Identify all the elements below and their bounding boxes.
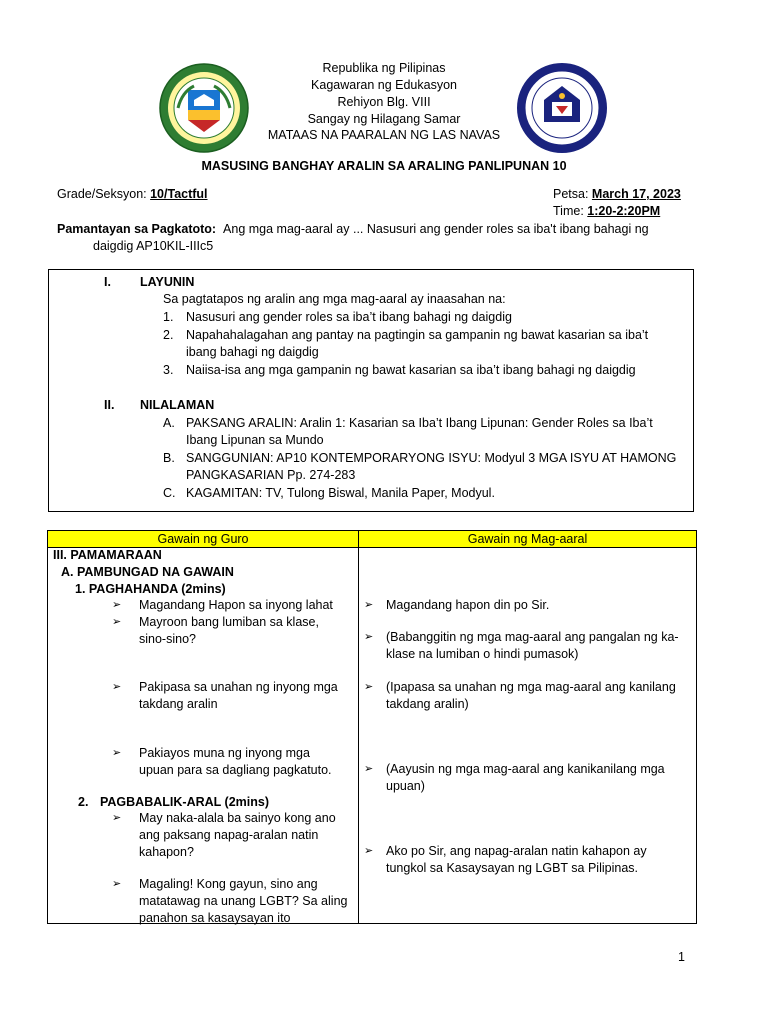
balik-aral-number: 2. (78, 795, 89, 809)
layunin-heading: LAYUNIN (140, 275, 195, 289)
nilalaman-item-b-line-2: PANGKASARIAN Pp. 274-283 (186, 468, 356, 482)
layunin-item-1-num: 1. (163, 310, 174, 324)
magaaral-review-line-1: Ako po Sir, ang napag-aralan natin kahapon ay (386, 844, 647, 858)
header-line-sangay: Sangay ng Hilagang Samar (307, 112, 461, 126)
guro-question-line-1: Magaling! Kong gayun, sino ang (139, 877, 318, 891)
date-field (553, 186, 681, 203)
bullet-arrow-icon: ➢ (112, 681, 122, 693)
pambungad-heading: A. PAMBUNGAD NA GAWAIN (61, 565, 234, 579)
paghahanda-heading: 1. PAGHAHANDA (2mins) (75, 582, 226, 596)
nilalaman-number: II. (104, 398, 115, 412)
nilalaman-heading: NILALAMAN (140, 398, 215, 412)
time-field (553, 203, 660, 220)
magaaral-greeting: Magandang hapon din po Sir. (386, 598, 550, 612)
bullet-arrow-icon: ➢ (112, 599, 122, 611)
col-header-magaaral: Gawain ng Mag-aaral (467, 532, 588, 546)
bullet-arrow-icon: ➢ (364, 599, 374, 611)
layunin-item-3: Naiisa-isa ang mga gampanin ng bawat kasarian sa iba’t ibang bahagi ng daigdig (186, 363, 636, 377)
nilalaman-item-a-num: A. (163, 416, 175, 430)
grade-label: Grade/Seksyon: (57, 187, 151, 201)
column-divider (358, 531, 359, 923)
nilalaman-item-b-num: B. (163, 451, 175, 465)
bullet-arrow-icon: ➢ (364, 845, 374, 857)
nilalaman-item-c: KAGAMITAN: TV, Tulong Biswal, Manila Paper, Modyul. (186, 486, 495, 500)
grade-value: 10/Tactful (150, 187, 208, 201)
bullet-arrow-icon: ➢ (112, 616, 122, 628)
layunin-item-2-num: 2. (163, 328, 174, 342)
guro-homework-line-2: takdang aralin (139, 697, 218, 711)
bullet-arrow-icon: ➢ (364, 681, 374, 693)
time-value: 1:20-2:20PM (587, 204, 661, 218)
layunin-item-2-line-1: Napahahalagahan ang pantay na pagtingin sa gampanin ng bawat kasarian sa iba’t (186, 328, 649, 342)
magaaral-review-line-2: tungkol sa Kasaysayan ng LGBT sa Pilipinas. (386, 861, 638, 875)
standard-label: Pamantayan sa Pagkatoto: (57, 222, 217, 236)
guro-attendance-line-1: Mayroon bang lumiban sa klase, (139, 615, 319, 629)
page-number: 1 (678, 950, 685, 964)
guro-attendance-line-2: sino-sino? (139, 632, 196, 646)
guro-review-line-2: ang paksang napag-aralan natin (139, 828, 319, 842)
nilalaman-item-a-line-1: PAKSANG ARALIN: Aralin 1: Kasarian sa Iba’t Ibang Lipunan: Gender Roles sa Iba’t (186, 416, 653, 430)
guro-chairs-line-2: upuan para sa dagliang pagkatuto. (139, 763, 332, 777)
bullet-arrow-icon: ➢ (112, 878, 122, 890)
magaaral-chairs-line-1: (Aayusin ng mga mag-aaral ang kanikanilang mga (386, 762, 665, 776)
layunin-number: I. (104, 275, 111, 289)
guro-question-line-2: matatawag na unang LGBT? Sa aling (139, 894, 348, 908)
document-title: MASUSING BANGHAY ARALIN SA ARALING PANLIPUNAN 10 (201, 159, 567, 173)
bullet-arrow-icon: ➢ (112, 812, 122, 824)
magaaral-homework-line-1: (Ipapasa sa unahan ng mga mag-aaral ang kanilang (386, 680, 676, 694)
layunin-item-3-num: 3. (163, 363, 174, 377)
standard-text-2: daigdig AP10KIL-IIIc5 (93, 239, 214, 253)
bullet-arrow-icon: ➢ (364, 763, 374, 775)
magaaral-attendance-line-2: klase na lumiban o hindi pumasok) (386, 647, 579, 661)
guro-chairs-line-1: Pakiayos muna ng inyong mga (139, 746, 310, 760)
bullet-arrow-icon: ➢ (364, 631, 374, 643)
magaaral-chairs-line-2: upuan) (386, 779, 425, 793)
standard-text-1: Ang mga mag-aaral ay ... Nasusuri ang gender roles sa iba't ibang bahagi ng (223, 222, 649, 236)
grade-section (57, 186, 208, 203)
date-value: March 17, 2023 (591, 187, 681, 201)
guro-review-line-3: kahapon? (139, 845, 194, 859)
magaaral-homework-line-2: takdang aralin) (386, 697, 469, 711)
header-line-rehiyon: Rehiyon Blg. VIII (337, 95, 431, 109)
header-line-republika: Republika ng Pilipinas (322, 61, 446, 75)
header-line-kagawaran: Kagawaran ng Edukasyon (311, 78, 457, 92)
pamamaraan-heading: III. PAMAMARAAN (53, 548, 162, 562)
layunin-item-2-line-2: ibang bahagi ng daigdig (186, 345, 319, 359)
balik-aral-heading: PAGBABALIK-ARAL (2mins) (100, 795, 269, 809)
time-label: Time: (553, 204, 588, 218)
guro-review-line-1: May naka-alala ba sainyo kong ano (139, 811, 336, 825)
learning-standard (57, 221, 697, 238)
layunin-intro: Sa pagtatapos ng aralin ang mga mag-aaral ay inaasahan na: (163, 292, 506, 306)
nilalaman-item-c-num: C. (163, 486, 176, 500)
nilalaman-item-a-line-2: Ibang Lipunan sa Mundo (186, 433, 324, 447)
col-header-guro: Gawain ng Guro (157, 532, 249, 546)
magaaral-attendance-line-1: (Babanggitin ng mga mag-aaral ang pangalan ng ka- (386, 630, 679, 644)
date-label: Petsa: (553, 187, 592, 201)
guro-greeting: Magandang Hapon sa inyong lahat (139, 598, 333, 612)
nilalaman-item-b-line-1: SANGGUNIAN: AP10 KONTEMPORARYONG ISYU: Modyul 3 MGA ISYU AT HAMONG (186, 451, 677, 465)
bullet-arrow-icon: ➢ (112, 747, 122, 759)
layunin-item-1: Nasusuri ang gender roles sa iba’t ibang bahagi ng daigdig (186, 310, 512, 324)
header-line-school: MATAAS NA PAARALAN NG LAS NAVAS (267, 128, 501, 142)
guro-homework-line-1: Pakipasa sa unahan ng inyong mga (139, 680, 338, 694)
guro-question-line-3: panahon sa kasaysayan ito (139, 911, 291, 925)
table-header-row (48, 531, 696, 548)
